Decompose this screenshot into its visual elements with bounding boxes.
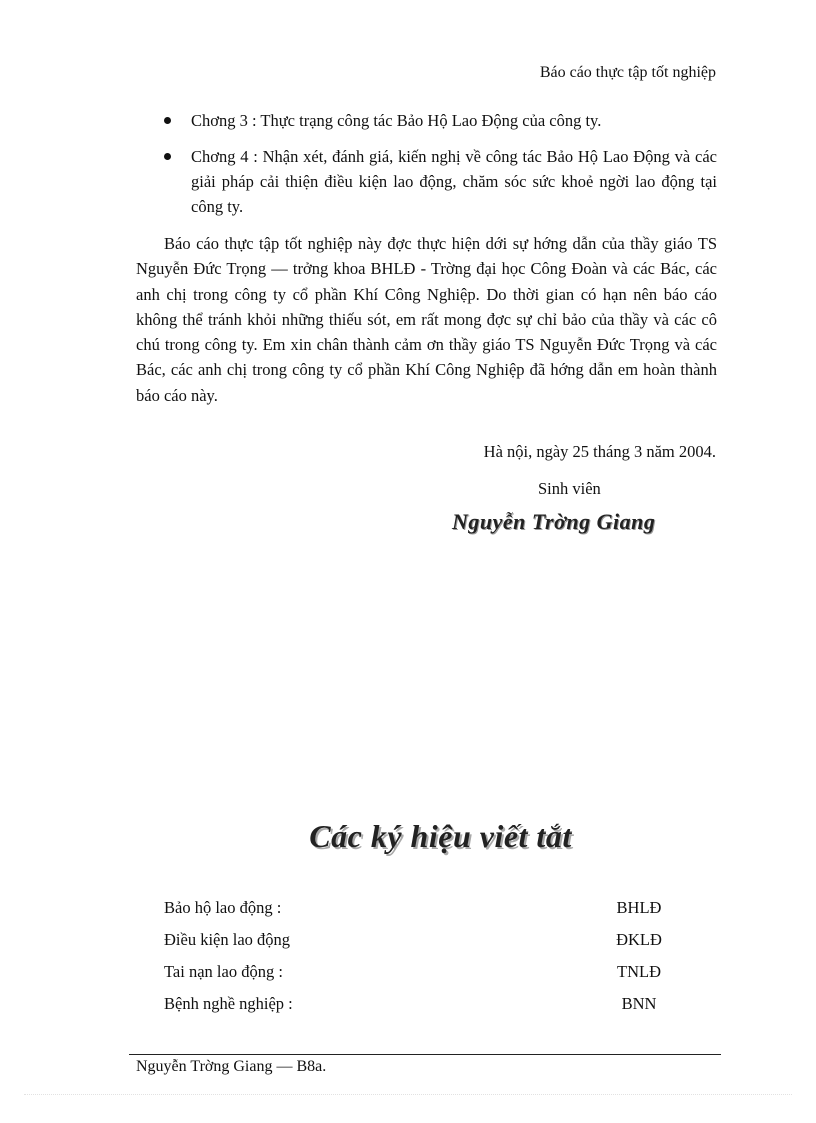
table-row	[164, 988, 694, 1020]
date-line: Hà nội, ngày 25 tháng 3 năm 2004.	[483, 442, 716, 461]
bullet-text: Chơng 3 : Thực trạng công tác Bảo Hộ Lao Động của công ty.	[191, 111, 602, 130]
abbreviations-title: Các ký hiệu viết tắt	[309, 818, 572, 854]
bullet-dot-icon	[164, 117, 171, 124]
abbreviation-code: BNN	[621, 994, 657, 1013]
abbreviation-term: Tai nạn lao động :	[164, 962, 283, 981]
abbreviation-term: Điều kiện lao động	[164, 930, 291, 949]
signature: Nguyễn Trờng Giang	[452, 509, 656, 534]
student-label: Sinh viên	[538, 479, 601, 498]
table-row	[164, 956, 694, 988]
bullet-item	[164, 108, 717, 133]
running-footer: Nguyễn Trờng Giang — B8a.	[136, 1058, 327, 1075]
abbreviation-code: ĐKLĐ	[616, 930, 662, 949]
abbreviation-code: BHLĐ	[616, 898, 662, 917]
table-row	[164, 924, 694, 956]
abbreviations-table	[164, 892, 694, 1020]
acknowledgement-paragraph: Báo cáo thực tập tốt nghiệp này đợc thực hiện dới sự hớng dẫn của thầy giáo TS Nguyễn Đức Trọng — trởng khoa BHLĐ - Trờng đại học Công Đoàn và các Bác, các anh chị trong công ty cổ phần Khí Công Nghiệp. Do thời gian có hạn nên báo cáo không thể tránh khỏi những thiếu sót, em rất mong đợc sự chỉ bảo của thầy và các cô chú trong công ty. Em xin chân thành cảm ơn thầy giáo TS Nguyễn Đức Trọng và các Bác, các anh chị trong công ty cổ phần Khí Công Nghiệp đã hớng dẫn em hoàn thành báo cáo này.	[136, 234, 717, 405]
abbreviation-code: TNLĐ	[617, 962, 661, 981]
page-bottom-border	[24, 1094, 792, 1095]
abbreviation-term: Bệnh nghề nghiệp :	[164, 994, 293, 1013]
table-row	[164, 892, 694, 924]
footer-divider	[129, 1054, 721, 1055]
running-header: Báo cáo thực tập tốt nghiệp	[539, 64, 716, 81]
abbreviation-term: Bảo hộ lao động :	[164, 898, 282, 917]
chapter-bullet-list	[164, 108, 717, 230]
bullet-text: Chơng 4 : Nhận xét, đánh giá, kiến nghị về công tác Bảo Hộ Lao Động và các giải pháp cải thiện điều kiện lao động, chăm sóc sức khoẻ ngời lao động tại công ty.	[191, 147, 717, 216]
bullet-item	[164, 144, 717, 219]
bullet-dot-icon	[164, 153, 171, 160]
